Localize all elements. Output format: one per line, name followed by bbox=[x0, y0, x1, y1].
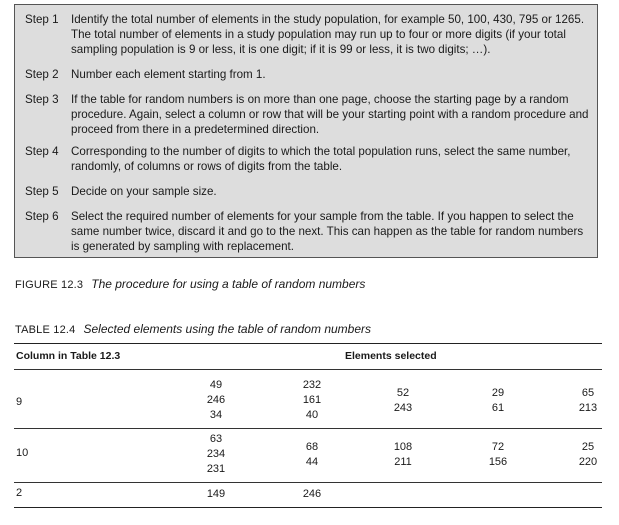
table-cell bbox=[196, 487, 236, 502]
cell-value: 25 bbox=[581, 441, 595, 453]
cell-value: 213 bbox=[578, 402, 598, 414]
table-cell bbox=[478, 440, 518, 470]
cell-value: 44 bbox=[305, 456, 319, 468]
column-header: Column in Table 12.3 bbox=[16, 350, 121, 362]
step-text: If the table for random numbers is on more than one page, choose the starting page by a random procedure. Again, select a column or row that will be your starting point with a random procedure and proceed from there in a predetermined direction. bbox=[71, 93, 589, 136]
step-text: Select the required number of elements for your sample from the table. If you happen to select the same number twice, discard it and go to the next. This can happen as the table for random numbers is generated by sampling with replacement. bbox=[71, 210, 584, 253]
cell-value: 211 bbox=[394, 456, 412, 468]
elements-header: Elements selected bbox=[345, 350, 437, 362]
cell-value: 49 bbox=[209, 379, 223, 391]
figure-number: FIGURE 12.3 bbox=[15, 279, 84, 291]
step-text: Number each element starting from 1. bbox=[71, 68, 266, 81]
cell-value: 246 bbox=[302, 488, 322, 500]
cell-value: 68 bbox=[305, 441, 319, 453]
table-cell bbox=[568, 386, 608, 416]
step-label: Step 2 bbox=[25, 68, 59, 81]
cell-value: 243 bbox=[393, 402, 413, 414]
cell-value: 52 bbox=[396, 387, 410, 399]
cell-value: 234 bbox=[206, 448, 226, 460]
table-cell bbox=[568, 440, 608, 470]
cell-value: 72 bbox=[491, 441, 505, 453]
row-label: 2 bbox=[16, 487, 23, 499]
cell-value: 65 bbox=[581, 387, 595, 399]
cell-value: 40 bbox=[305, 409, 319, 421]
step-text: Decide on your sample size. bbox=[71, 185, 217, 198]
row-divider bbox=[14, 428, 602, 429]
table-cell bbox=[196, 378, 236, 423]
table-cell bbox=[383, 386, 423, 416]
step-label: Step 4 bbox=[25, 145, 59, 158]
table-cell bbox=[478, 386, 518, 416]
table-cell bbox=[292, 378, 332, 423]
procedure-box bbox=[14, 4, 598, 258]
table-title: Selected elements using the table of random numbers bbox=[83, 322, 372, 336]
cell-value: 149 bbox=[206, 488, 226, 500]
table-bottom-rule bbox=[14, 507, 602, 508]
cell-value: 29 bbox=[491, 387, 505, 399]
cell-value: 246 bbox=[206, 394, 226, 406]
table-cell bbox=[292, 440, 332, 470]
cell-value: 34 bbox=[209, 409, 223, 421]
cell-value: 108 bbox=[393, 441, 413, 453]
header-rule bbox=[14, 369, 602, 370]
cell-value: 61 bbox=[491, 402, 505, 414]
cell-value: 161 bbox=[302, 394, 322, 406]
table-number: TABLE 12.4 bbox=[15, 324, 76, 336]
step-text: Identify the total number of elements in the study population, for example 50, 100, 430, 795 or 1265. The total number of elements in a study population may run up to four or more digits (if your total sampling population is 9 or less, it is one digit; if it is 99 or less, it is two digits; …). bbox=[71, 13, 585, 56]
table-top-rule bbox=[14, 343, 602, 344]
table-caption bbox=[15, 322, 371, 336]
step-label: Step 5 bbox=[25, 185, 59, 198]
cell-value: 63 bbox=[209, 433, 223, 445]
step-text: Corresponding to the number of digits to which the total population runs, select the same number, randomly, of columns or rows of digits from the table. bbox=[71, 145, 571, 173]
row-divider bbox=[14, 482, 602, 483]
figure-title: The procedure for using a table of random numbers bbox=[91, 277, 366, 291]
table-cell bbox=[383, 440, 423, 470]
row-label: 9 bbox=[16, 396, 23, 408]
cell-value: 232 bbox=[302, 379, 322, 391]
row-label: 10 bbox=[16, 447, 29, 459]
cell-value: 156 bbox=[488, 456, 508, 468]
table-cell bbox=[292, 487, 332, 502]
cell-value: 220 bbox=[578, 456, 598, 468]
step-label: Step 3 bbox=[25, 93, 59, 106]
figure-caption bbox=[15, 277, 365, 291]
table-cell bbox=[196, 432, 236, 477]
step-label: Step 1 bbox=[25, 13, 59, 26]
cell-value: 231 bbox=[206, 463, 226, 475]
step-label: Step 6 bbox=[25, 210, 59, 223]
